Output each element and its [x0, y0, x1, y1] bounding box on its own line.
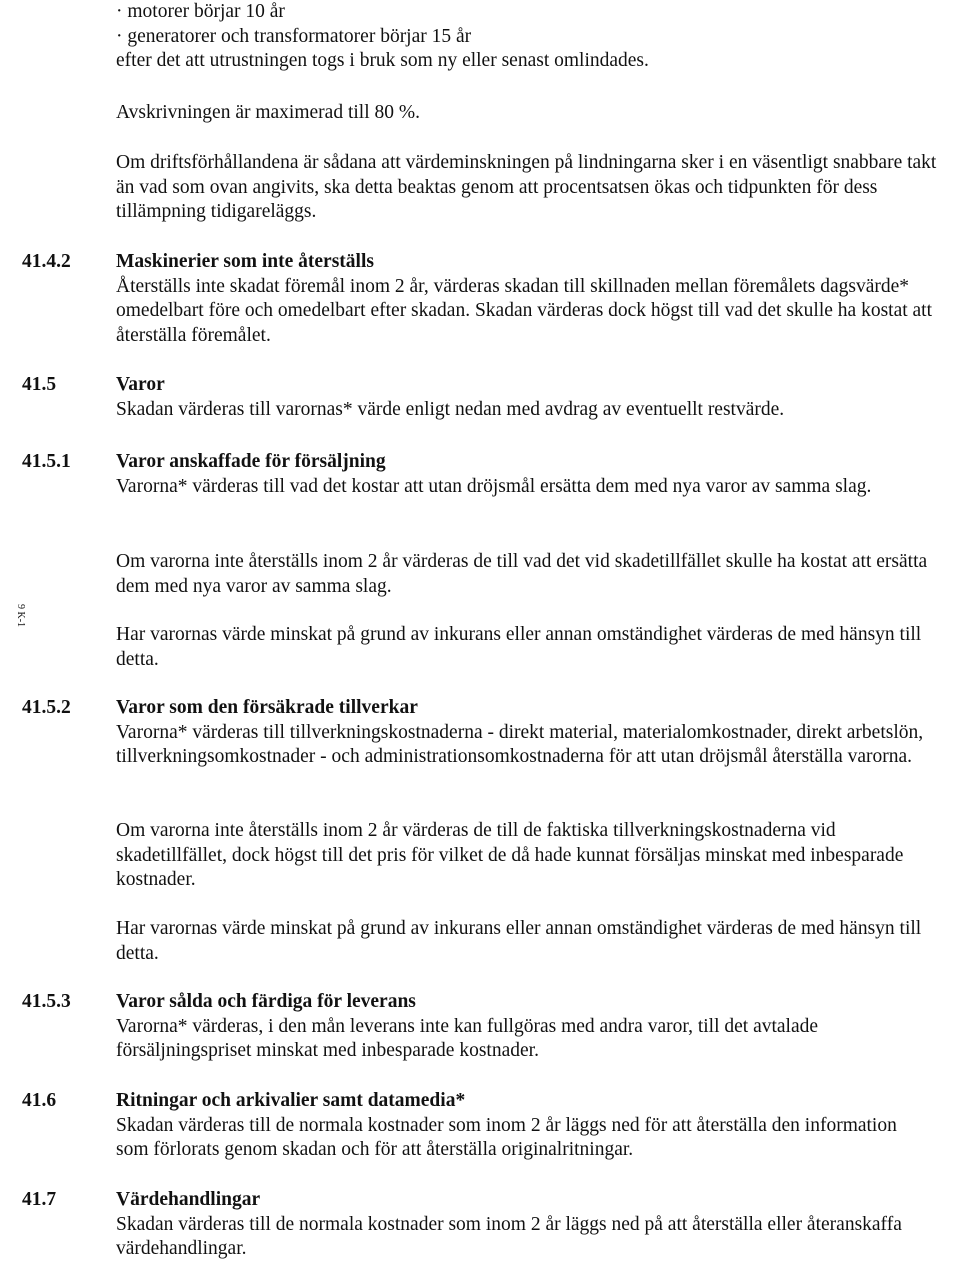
section-title: Värdehandlingar — [116, 1189, 261, 1210]
section-number: 41.5.1 — [22, 451, 71, 472]
section-body: Skadan värderas till varornas* värde enligt nedan med avdrag av eventuellt restvärde. — [116, 398, 785, 420]
section-41-5-2 — [116, 696, 960, 770]
list-item: · motorer börjar 10 år — [116, 1, 285, 22]
section-body: Varorna* värderas till tillverkningskostnaderna - direkt material, materialomkostnader, direkt arbetslön, tillverkningsomkostnader - och administrationsomkostnaderna för att utan dröjsmål återställa varorna. — [116, 721, 924, 768]
section-41-5-2-paragraph-3 — [116, 917, 946, 966]
section-number: 41.7 — [22, 1189, 57, 1210]
section-body: Varorna* värderas, i den mån leverans inte kan fullgöras med andra varor, till det avtalade försäljningspriset minskat med inbesparade kostnader. — [116, 1015, 819, 1062]
list-item: · generatorer och transformatorer börjar 15 år — [116, 25, 472, 47]
section-41-5-3 — [116, 990, 928, 1064]
section-41-7 — [116, 1188, 916, 1262]
paragraph-operating-conditions — [116, 151, 946, 225]
list-tail-text: efter det att utrustningen togs i bruk som ny eller senast omlindades. — [116, 50, 649, 72]
section-title: Varor sålda och färdiga för leverans — [116, 991, 416, 1012]
section-title: Maskinerier som inte återställs — [116, 251, 374, 272]
paragraph-max-depreciation — [116, 101, 958, 126]
section-title: Varor — [116, 374, 165, 395]
section-body: Skadan värderas till de normala kostnader som inom 2 år läggs ned på att återställa eller återanskaffa värdehandlingar. — [116, 1213, 902, 1260]
section-title: Ritningar och arkivalier samt datamedia* — [116, 1090, 466, 1111]
section-body: Har varornas värde minskat på grund av inkurans eller annan omständighet värderas de med hänsyn till detta. — [116, 624, 922, 670]
section-title: Varor anskaffade för försäljning — [116, 451, 386, 472]
section-body: Har varornas värde minskat på grund av inkurans eller annan omständighet värderas de med hänsyn till detta. — [116, 918, 922, 964]
section-41-5-1-paragraph-3 — [116, 623, 946, 672]
section-41-6 — [116, 1089, 916, 1163]
section-number: 41.5 — [22, 374, 57, 395]
margin-mark — [14, 604, 28, 634]
section-title: Varor som den försäkrade tillverkar — [116, 697, 418, 718]
section-body: Om varorna inte återställs inom 2 år värderas de till de faktiska tillverkningskostnaderna vid skadetillfället, dock högst till det pris för vilket de då hade kunnat försäljas minskat med inbesparade kostnader. — [116, 820, 904, 891]
margin-mark-text: 9 K-1 — [15, 604, 26, 628]
section-number: 41.5.2 — [22, 697, 71, 718]
section-41-5-1 — [116, 450, 946, 499]
section-41-5-1-paragraph-2 — [116, 550, 958, 599]
section-body: Skadan värderas till de normala kostnader som inom 2 år läggs ned för att återställa den information som förlorats genom skadan och för att återställa originalritningar. — [116, 1114, 897, 1161]
paragraph-text: Avskrivningen är maximerad till 80 %. — [116, 102, 420, 123]
section-body: Återställs inte skadat föremål inom 2 år, värderas skadan till skillnaden mellan föremålets dagsvärde* omedelbart före och omedelbart efter skadan. Skadan värderas dock högst till vad det skulle ha kostat att återställa föremålet. — [116, 275, 933, 346]
section-body: Varorna* värderas till vad det kostar att utan dröjsmål ersätta dem med nya varor av samma slag. — [116, 475, 872, 497]
section-number: 41.5.3 — [22, 991, 71, 1012]
section-41-5 — [116, 373, 958, 422]
top-list — [116, 0, 958, 74]
section-number: 41.4.2 — [22, 251, 71, 272]
section-number: 41.6 — [22, 1090, 57, 1111]
paragraph-text: Om driftsförhållandena är sådana att värdeminskningen på lindningarna sker i en väsentligt snabbare takt än vad som ovan angivits, ska detta beaktas genom att procentsatsen ökas och tidpunkten för dess tillämpning tidigareläggs. — [116, 152, 937, 223]
section-body: Om varorna inte återställs inom 2 år värderas de till vad det vid skadetillfället skulle ha kostat att ersätta dem med nya varor av samma slag. — [116, 551, 928, 597]
section-41-5-2-paragraph-2 — [116, 819, 946, 893]
section-41-4-2 — [116, 250, 954, 348]
